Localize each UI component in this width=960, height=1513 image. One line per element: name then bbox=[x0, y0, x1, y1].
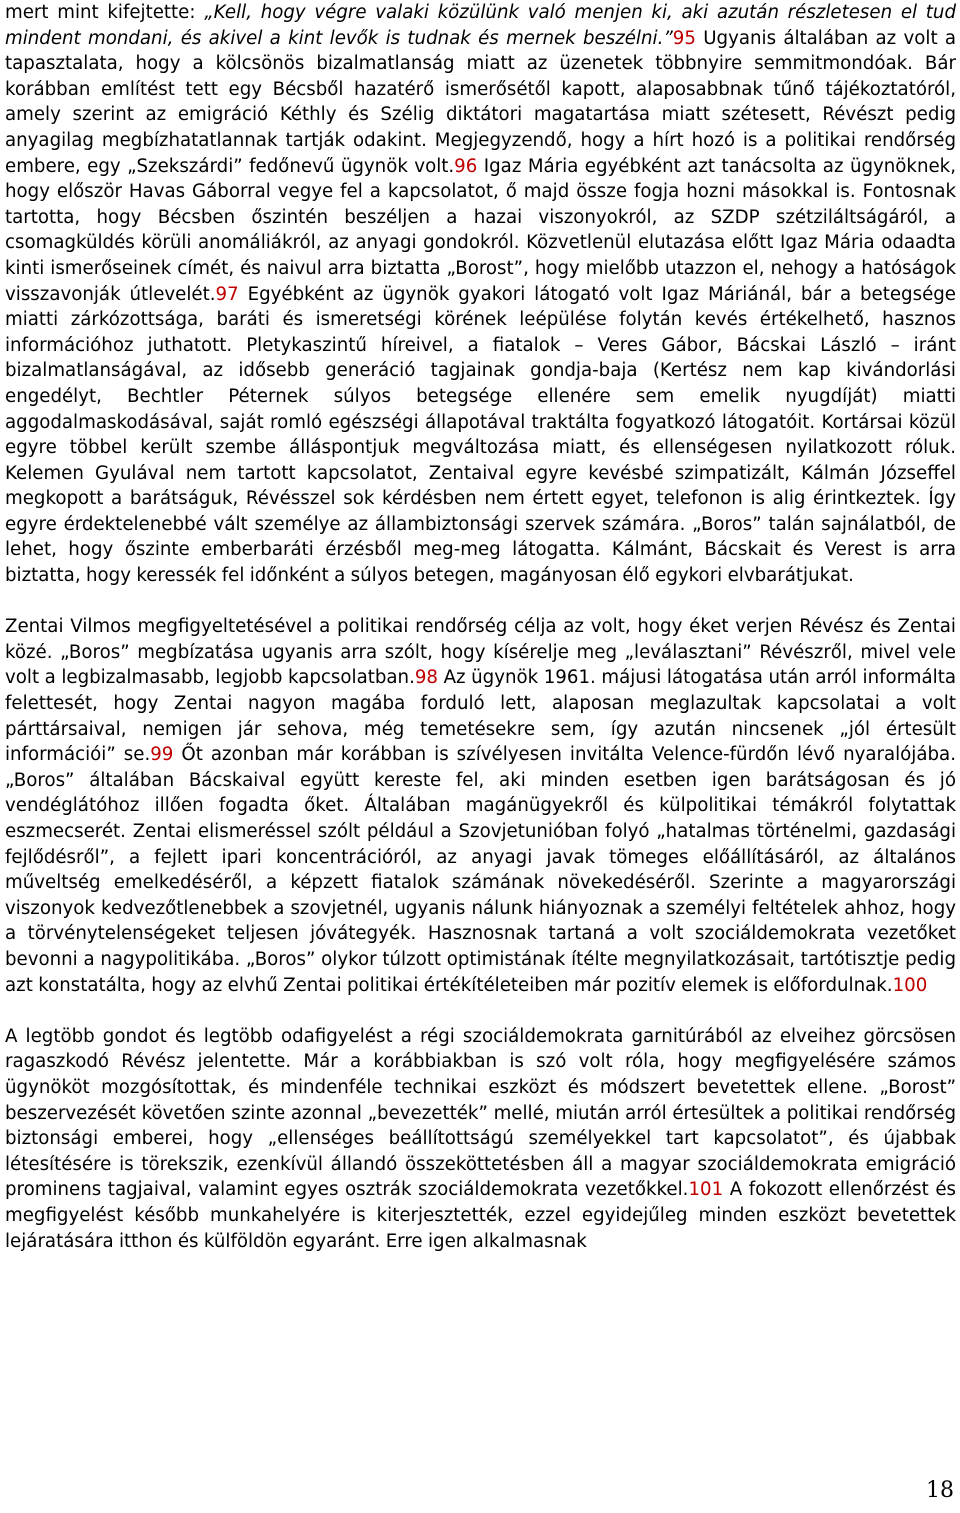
text-run: Egyébként az ügynök gyakori látogató volt Igaz Máriánál, bár a betegsége miatti zárkózottsága, baráti és ismeretségi körének leépülése folytán kevés értékelhető, hasznos információhoz juthatott. Pletykaszintű híreivel, a fiatalok – Veres Gábor, Bácskai László – iránt bizalmatlanságával, az idősebb generáció tagjainak gondja-baja (Kertész nem kap kivándorlási engedélyt, Bechtler Péternek súlyos betegsége ellenére sem emelik nyugdíját) miatti aggodalmaskodásával, saját romló egészségi állapotával traktálta fogyatkozó látogatóit. Kortársai közül egyre többel került szembe álláspontjuk megváltozása miatt, és ellenségesen nyilatkozott róluk. Kelemen Gyulával nem tartott kapcsolatot, Zentaival egyre kevésbé szimpatizált, Kálmán Józseffel megkopott a barátságuk, Révésszel sok kérdésben nem értett egyet, telefonon is alig érintkeztek. Így egyre érdektelenebbé vált személye az állambiztonsági szervek számára. „Boros” talán sajnálatból, de lehet, hogy őszinte emberbaráti érzésből meg-meg látogatta. Kálmánt, Bácskait és Verest is arra biztatta, hogy keressék fel időnként a súlyos betegen, magányosan élő egykori elvbarátjukat. bbox=[5, 283, 956, 587]
paragraph bbox=[5, 614, 956, 998]
footnote-reference[interactable]: 98 bbox=[414, 667, 439, 689]
text-run: mert mint kifejtette: bbox=[5, 2, 205, 23]
text-run: A legtöbb gondot és legtöbb odafigyelést a régi szociáldemokrata garnitúrából az elveihez görcsösen ragaszkodó Révész jelentette. Már a korábbiakban is szó volt róla, hogy megfigyelésére számos ügynököt mozgósítottak, és mindenféle technikai eszközt és módszert bevetettek ellene. „Borost” beszervezését követően szinte azonnal „bevezették” mellé, miután arról értesültek a politikai rendőrség biztonsági emberei, hogy „ellenséges beállítottságú személyekkel tart kapcsolatot”, és újabbak létesítésére is törekszik, ezenkívül állandó összeköttetésben áll a magyar szociáldemokrata emigráció prominens tagjaival, valamint egyes osztrák szociáldemokrata vezetőkkel. bbox=[5, 1025, 956, 1201]
text-run: Az ügynök 1961. májusi látogatása után arról informálta felettesét, hogy Zentai nagyon magába forduló lett, alaposan meglazultak kapcsolatai a volt párttársaival, nemigen jár sehova, még temetésekre sem, így azután nincsenek „jól értesült információi” se. bbox=[5, 667, 956, 766]
footnote-reference[interactable]: 101 bbox=[688, 1179, 724, 1201]
quoted-text: „Kell, hogy végre valaki közülünk való menjen ki, aki azután részletesen el tud mindent mondani, és akivel a kint levők is tudnak és mernek beszélni.” bbox=[5, 2, 956, 49]
footnote-reference[interactable]: 100 bbox=[892, 974, 928, 996]
text-run: Igaz Mária egyébként azt tanácsolta az ügynöknek, hogy először Havas Gáborral vegye fel a kapcsolatot, ő majd össze fogja hozni másokkal is. Fontosnak tartotta, hogy Bécsben őszintén beszéljen a hazai viszonyokról, az SZDP szétziláltságáról, a csomagküldés körüli anomáliákról, az anyagi gondokról. Közvetlenül elutazása előtt Igaz Mária odaadta kinti ismerőseinek címét, és naivul arra biztatta „Borost”, hogy mielőbb utazzon el, nehogy a hatóságok visszavonják útlevelét. bbox=[5, 155, 956, 305]
paragraph bbox=[5, 1024, 956, 1254]
text-run: Zentai Vilmos megfigyeltetésével a politikai rendőrség célja az volt, hogy éket verjen Révész és Zentai közé. „Boros” megbízatása ugyanis arra szólt, hogy kísérelje meg „leválasztani” Révészről, mivel vele volt a legbizalmasabb, legjobb kapcsolatban. bbox=[5, 616, 956, 689]
text-run: Őt azonban már korábban is szívélyesen invitálta Velence-fürdőn lévő nyaralójába. „Boros” általában Bácskaival együtt kereste fel, aki minden esetben igen barátságosan és jó vendéglátóhoz illően fogadta őket. Általában magánügyekről és külpolitikai témákról folytattak eszmecserét. Zentai elismeréssel szólt például a Szovjetunióban folyó „hatalmas történelmi, gazdasági fejlődésről”, a fejlett ipari koncentrációról, az anyagi javak tömeges előállításáról, az általános műveltség emelkedéséről, a képzett fiatalok számának növekedéséről. Szerinte a magyarországi viszonyok kedvezőtlenebbek a szovjetnél, ugyanis nálunk hiányoznak a személyi feltételek ahhoz, hogy a törvénytelenségeket teljesen jóvátegyék. Hasznosnak tartaná a volt szociáldemokrata vezetőket bevonni a nagypolitikába. „Boros” olykor túlzott optimistának ítélte megnyilatkozásait, tartótisztje pedig azt konstatálta, hogy az elvhű Zentai politikai értékítéleteiben már pozitív elemek is előfordulnak. bbox=[5, 744, 956, 996]
footnote-reference[interactable]: 99 bbox=[150, 744, 174, 766]
text-run: A fokozott ellenőrzést és megfigyelést később munkahelyére is kiterjesztették, ezzel egyidejűleg minden eszközt bevetettek lejáratására itthon és külföldön egyaránt. Erre igen alkalmasnak bbox=[5, 1179, 956, 1252]
footnote-reference[interactable]: 96 bbox=[454, 155, 478, 177]
page-number: 18 bbox=[926, 1478, 954, 1503]
body-text bbox=[5, 0, 956, 1254]
text-run: Ugyanis általában az volt a tapasztalata, hogy a kölcsönös bizalmatlanság miatt az üzenetek többnyire semmitmondóak. Bár korábban említést tett egy Bécsből hazatérő ismerősétől kapott, alaposabbnak tűnő tájékoztatóról, amely szerint az emigráció Kéthly és Szélig diktátori magatartása miatt szétesett, Révészt pedig anyagilag megbízhatatlannak tartják odakint. Megjegyzendő, hogy a hírt hozó is a politikai rendőrség embere, egy „Szekszárdi” fedőnevű ügynök volt. bbox=[5, 27, 957, 177]
footnote-reference[interactable]: 97 bbox=[215, 283, 239, 305]
footnote-reference[interactable]: 95 bbox=[672, 27, 696, 49]
paragraph bbox=[5, 0, 956, 589]
